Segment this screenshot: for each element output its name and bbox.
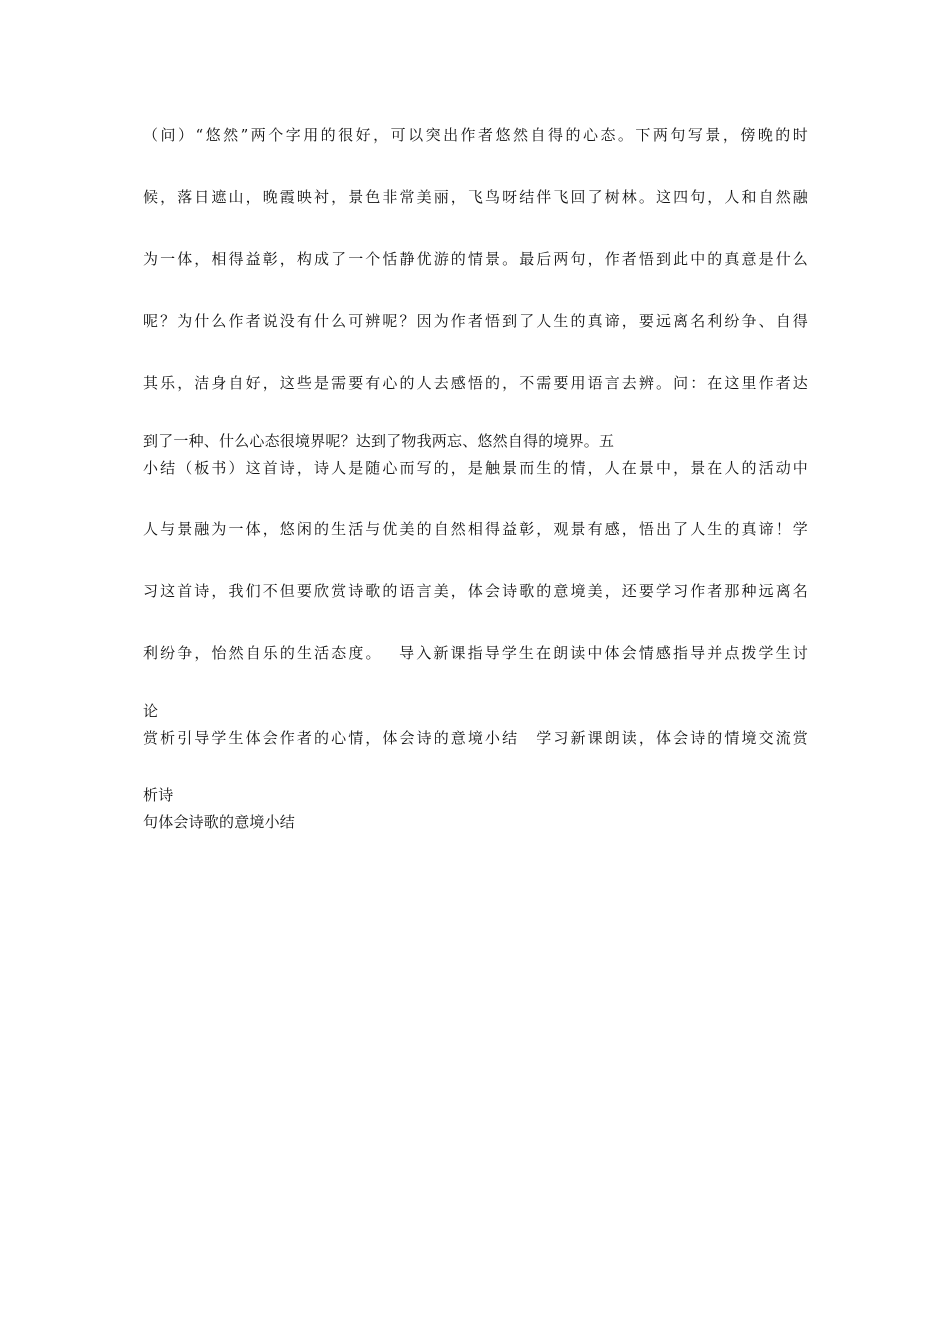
text-line: 人与景融为一体，悠闲的生活与优美的自然相得益彰，观景有感，悟出了人生的真谛！学 <box>143 520 808 538</box>
body-text <box>143 120 808 838</box>
text-line: 论 <box>143 702 159 720</box>
text-line: 赏析引导学生体会作者的心情，体会诗的意境小结 学习新课朗读，体会诗的情境交流赏 <box>143 729 808 747</box>
text-line: 利纷争，怡然自乐的生活态度。 导入新课指导学生在朗读中体会情感指导并点拨学生讨 <box>143 644 808 662</box>
text-line: 句体会诗歌的意境小结 <box>143 813 296 831</box>
text-line: （问）“悠然”两个字用的很好，可以突出作者悠然自得的心态。下两句写景，傍晚的时 <box>143 126 808 144</box>
text-line: 为一体，相得益彰，构成了一个恬静优游的情景。最后两句，作者悟到此中的真意是什么 <box>143 250 808 268</box>
text-line: 习这首诗，我们不但要欣赏诗歌的语言美，体会诗歌的意境美，还要学习作者那种远离名 <box>143 582 808 600</box>
text-line: 小结（板书）这首诗，诗人是随心而写的，是触景而生的情，人在景中，景在人的活动中 <box>143 459 808 477</box>
text-line: 析诗 <box>143 786 174 804</box>
text-line: 候，落日遮山，晚霞映衬，景色非常美丽，飞鸟呀结伴飞回了树林。这四句，人和自然融 <box>143 188 808 206</box>
text-line: 其乐，洁身自好，这些是需要有心的人去感悟的，不需要用语言去辨。问：在这里作者达 <box>143 374 808 392</box>
text-line: 到了一种、什么心态很境界呢？达到了物我两忘、悠然自得的境界。五 <box>143 432 615 450</box>
text-line: 呢？为什么作者说没有什么可辨呢？因为作者悟到了人生的真谛，要远离名利纷争、自得 <box>143 312 808 330</box>
